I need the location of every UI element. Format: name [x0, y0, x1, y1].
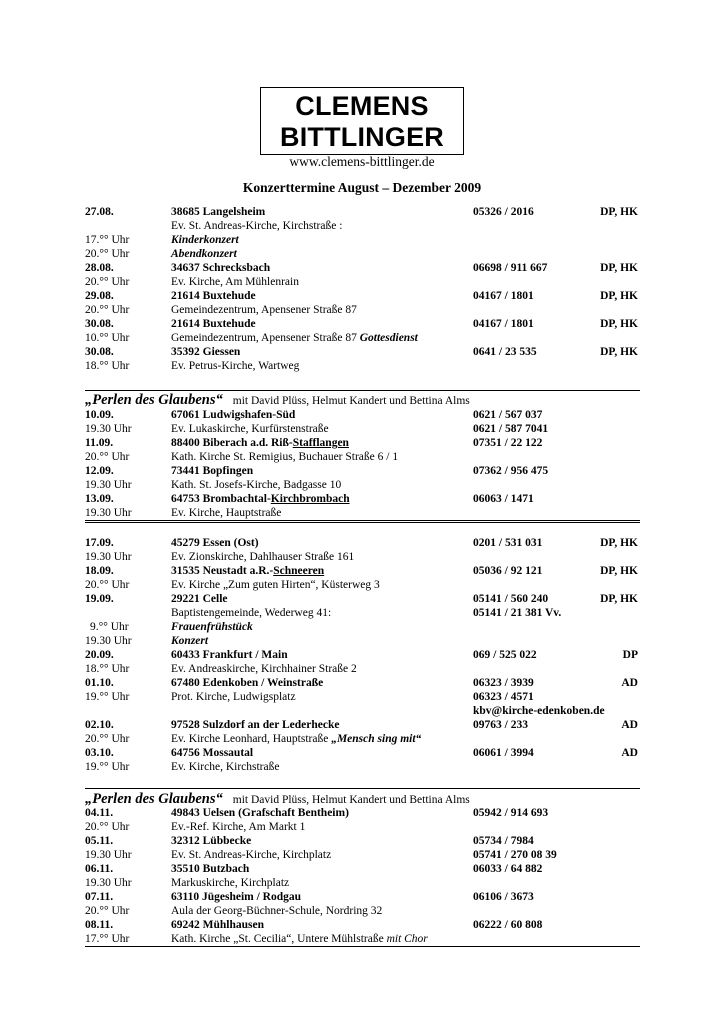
concert-venue — [171, 422, 329, 436]
concert-row — [85, 317, 640, 331]
concert-row — [85, 918, 640, 932]
venue-text: 97528 Sulzdorf an der Lederhecke — [171, 719, 340, 731]
concert-row — [85, 536, 640, 550]
contact-phone: 06063 / 1471 — [473, 493, 534, 505]
venue-text: Aula der Georg-Büchner-Schule, Nordring 32 — [171, 905, 383, 917]
city-prefix: 31535 Neustadt a.R.- — [171, 565, 274, 577]
venue-text: 32312 Lübbecke — [171, 835, 252, 847]
event-note: „Mensch sing mit“ — [331, 733, 422, 745]
contact-phone: 05036 / 92 121 — [473, 565, 543, 577]
concert-city — [171, 676, 323, 690]
venue-row — [85, 359, 640, 373]
venue-text: 69242 Mühlhausen — [171, 919, 264, 931]
logo-line-1: CLEMENS — [295, 91, 429, 121]
contact-phone: 05734 / 7984 — [473, 835, 534, 847]
concert-venue — [171, 550, 354, 564]
venue-text: 21614 Buxtehude — [171, 290, 256, 302]
city-district: Kirchbrombach — [270, 493, 350, 505]
contact-phone: 06033 / 64 882 — [473, 863, 543, 875]
concert-time: 20.°° Uhr — [85, 579, 130, 591]
concert-time: 20.°° Uhr — [85, 248, 130, 260]
event-note: mit Chor — [386, 933, 428, 945]
contact-phone: 09763 / 233 — [473, 719, 528, 731]
venue-text: Ev. Kirche, Hauptstraße — [171, 507, 282, 519]
concert-venue — [171, 876, 289, 890]
venue-row — [85, 506, 640, 521]
contact-phone: 0621 / 567 037 — [473, 409, 543, 421]
concert-time: 10.°° Uhr — [85, 332, 130, 344]
venue-text: 67061 Ludwigshafen-Süd — [171, 409, 296, 421]
contact-phone: 06222 / 60 808 — [473, 919, 543, 931]
venue-row — [85, 219, 640, 233]
concert-city — [171, 408, 295, 422]
venue-row — [85, 578, 640, 592]
artists-code: DP, HK — [600, 346, 638, 358]
venue-row — [85, 876, 640, 890]
venue-text: Abendkonzert — [171, 248, 237, 260]
venue-text: Ev.-Ref. Kirche, Am Markt 1 — [171, 821, 306, 833]
concert-city — [171, 862, 249, 876]
concert-time: 17.°° Uhr — [85, 933, 130, 945]
concert-time: 20.°° Uhr — [85, 821, 130, 833]
concert-time: 9.°° Uhr — [90, 621, 129, 633]
concert-city — [171, 890, 301, 904]
concert-city — [171, 536, 259, 550]
concert-date: 07.11. — [85, 891, 114, 903]
concert-venue — [171, 690, 296, 704]
concert-time: 19.30 Uhr — [85, 849, 132, 861]
concert-date: 20.09. — [85, 649, 114, 661]
concert-venue — [171, 820, 305, 834]
group-title: „Perlen des Glaubens“ — [85, 791, 223, 807]
artists-code: AD — [621, 747, 638, 759]
concert-venue — [171, 506, 281, 520]
contact-phone: 05741 / 270 08 39 — [473, 849, 557, 861]
concert-time: 19.°° Uhr — [85, 761, 130, 773]
concert-list-september-october — [85, 536, 640, 774]
artists-code: DP, HK — [600, 206, 638, 218]
venue-text: Kath. Kirche St. Remigius, Buchauer Straße 6 / 1 — [171, 451, 399, 463]
venue-text: 38685 Langelsheim — [171, 206, 266, 218]
contact-phone: 06323 / 4571 — [473, 691, 534, 703]
venue-text: 64756 Mossautal — [171, 747, 254, 759]
concert-row — [85, 261, 640, 275]
concert-date: 18.09. — [85, 565, 114, 577]
concert-time: 19.30 Uhr — [85, 877, 132, 889]
artists-code: AD — [621, 677, 638, 689]
concert-time: 20.°° Uhr — [85, 451, 130, 463]
concert-row — [85, 746, 640, 760]
city-prefix: 88400 Biberach a.d. Riß- — [171, 437, 293, 449]
venue-text: 45279 Essen (Ost) — [171, 537, 259, 549]
concert-venue — [171, 606, 331, 620]
artists-code: DP, HK — [600, 262, 638, 274]
contact-phone: 05141 / 21 381 Vv. — [473, 607, 562, 619]
concert-date: 27.08. — [85, 206, 114, 218]
venue-text: Kinderkonzert — [171, 234, 239, 246]
venue-text: Ev. Petrus-Kirche, Wartweg — [171, 360, 300, 372]
divider — [85, 788, 640, 789]
concert-time: 19.30 Uhr — [85, 551, 132, 563]
artists-code: DP — [622, 649, 638, 661]
venue-text: Ev. St. Andreas-Kirche, Kirchstraße : — [171, 220, 343, 232]
concert-venue — [171, 904, 382, 918]
concert-date: 03.10. — [85, 747, 114, 759]
city-prefix: 64753 Brombachtal- — [171, 493, 271, 505]
concert-date: 02.10. — [85, 719, 114, 731]
artists-code: DP, HK — [600, 290, 638, 302]
contact-phone: 04167 / 1801 — [473, 318, 534, 330]
venue-text: 49843 Uelsen (Grafschaft Bentheim) — [171, 807, 349, 819]
venue-text: 35510 Butzbach — [171, 863, 250, 875]
venue-text: Ev. Andreaskirche, Kirchhainer Straße 2 — [171, 663, 357, 675]
venue-text: 67480 Edenkoben / Weinstraße — [171, 677, 324, 689]
artists-code: DP, HK — [600, 593, 638, 605]
concert-list-august — [85, 205, 640, 373]
city-district: Stafflangen — [292, 437, 349, 449]
concert-venue — [171, 732, 421, 746]
venue-row — [85, 760, 640, 774]
divider — [85, 522, 640, 523]
concert-date: 11.09. — [85, 437, 114, 449]
concert-list-november — [85, 806, 640, 947]
contact-phone: 06106 / 3673 — [473, 891, 534, 903]
artists-code: DP, HK — [600, 537, 638, 549]
concert-city — [171, 261, 270, 275]
contact-phone: 069 / 525 022 — [473, 649, 537, 661]
logo-line-2: BITTLINGER — [280, 122, 444, 152]
venue-text: 34637 Schrecksbach — [171, 262, 271, 274]
concert-city — [171, 492, 350, 506]
venue-row — [85, 732, 640, 746]
concert-row — [85, 834, 640, 848]
concert-venue — [171, 932, 428, 946]
concert-date: 30.08. — [85, 318, 114, 330]
concert-row — [85, 862, 640, 876]
venue-row — [85, 331, 640, 345]
venue-text: Ev. St. Andreas-Kirche, Kirchplatz — [171, 849, 332, 861]
concert-list-perlen-september — [85, 408, 640, 521]
concert-row — [85, 289, 640, 303]
venue-text: 73441 Bopfingen — [171, 465, 254, 477]
concert-city — [171, 205, 265, 219]
concert-time: 18.°° Uhr — [85, 663, 130, 675]
venue-text: Ev. Kirche, Am Mühlenrain — [171, 276, 299, 288]
page-title: Konzerttermine August – Dezember 2009 — [242, 180, 482, 195]
venue-row — [85, 662, 640, 676]
venue-row — [85, 303, 640, 317]
venue-text: 63110 Jügesheim / Rodgau — [171, 891, 302, 903]
concert-row — [85, 492, 640, 506]
artists-code: DP, HK — [600, 318, 638, 330]
concert-time: 19.30 Uhr — [85, 507, 132, 519]
venue-row — [85, 932, 640, 947]
group-subtitle: mit David Plüss, Helmut Kandert und Bettina Alms — [232, 395, 470, 407]
venue-text: Gemeindezentrum, Apensener Straße 87 — [171, 332, 357, 344]
concert-venue — [171, 219, 342, 233]
concert-time: 20.°° Uhr — [85, 905, 130, 917]
concert-row — [85, 464, 640, 478]
concert-date: 29.08. — [85, 290, 114, 302]
venue-text: Markuskirche, Kirchplatz — [171, 877, 290, 889]
website-url[interactable]: www.clemens-bittlinger.de — [289, 154, 435, 169]
venue-row — [85, 606, 640, 620]
concert-date: 01.10. — [85, 677, 114, 689]
concert-city — [171, 718, 339, 732]
concert-time: 18.°° Uhr — [85, 360, 130, 372]
event-note: Gottesdienst — [359, 332, 418, 344]
venue-text: Kath. Kirche „St. Cecilia“, Untere Mühlstraße — [171, 933, 384, 945]
venue-text: Ev. Zionskirche, Dahlhauser Straße 161 — [171, 551, 355, 563]
contact-phone: 06061 / 3994 — [473, 747, 534, 759]
concert-venue — [171, 478, 341, 492]
venue-text: 35392 Giessen — [171, 346, 241, 358]
concert-row — [85, 676, 640, 690]
venue-row — [85, 848, 640, 862]
city-district: Schneeren — [273, 565, 325, 577]
concert-row — [85, 592, 640, 606]
contact-phone: 05942 / 914 693 — [473, 807, 549, 819]
concert-date: 08.11. — [85, 919, 114, 931]
concert-venue — [171, 634, 208, 648]
concert-row — [85, 205, 640, 219]
concert-city — [171, 289, 256, 303]
venue-row — [85, 550, 640, 564]
concert-date: 17.09. — [85, 537, 114, 549]
concert-time: 20.°° Uhr — [85, 733, 130, 745]
venue-text: Konzert — [171, 635, 209, 647]
concert-city — [171, 564, 324, 578]
concert-date: 30.08. — [85, 346, 114, 358]
venue-row — [85, 820, 640, 834]
concert-city — [171, 436, 349, 450]
contact-phone: 0621 / 587 7041 — [473, 423, 549, 435]
concert-city — [171, 317, 256, 331]
concert-date: 13.09. — [85, 493, 114, 505]
concert-venue — [171, 359, 299, 373]
artists-code: DP, HK — [600, 565, 638, 577]
concert-time: 19.°° Uhr — [85, 691, 130, 703]
concert-time: 19.30 Uhr — [85, 423, 132, 435]
concert-venue — [171, 233, 239, 247]
concert-venue — [171, 578, 380, 592]
concert-city — [171, 464, 253, 478]
concert-city — [171, 918, 264, 932]
venue-text: Ev. Lukaskirche, Kurfürstenstraße — [171, 423, 329, 435]
venue-text: Ev. Kirche „Zum guten Hirten“, Küsterweg 3 — [171, 579, 380, 591]
group-subtitle: mit David Plüss, Helmut Kandert und Bettina Alms — [232, 794, 470, 806]
concert-venue — [171, 620, 253, 634]
concert-row — [85, 806, 640, 820]
concert-row — [85, 648, 640, 662]
venue-row — [85, 690, 640, 704]
concert-date: 05.11. — [85, 835, 114, 847]
concert-date: 12.09. — [85, 465, 114, 477]
concert-venue — [171, 848, 331, 862]
concert-venue — [171, 275, 299, 289]
concert-venue — [171, 662, 357, 676]
contact-phone: 0641 / 23 535 — [473, 346, 537, 358]
concert-row — [85, 408, 640, 422]
concert-venue — [171, 760, 279, 774]
concert-date: 19.09. — [85, 593, 114, 605]
contact-phone: 0201 / 531 031 — [473, 537, 543, 549]
concert-venue — [171, 331, 418, 345]
venue-text: Prot. Kirche, Ludwigsplatz — [171, 691, 296, 703]
venue-text: Ev. Kirche, Kirchstraße — [171, 761, 280, 773]
venue-text: 60433 Frankfurt / Main — [171, 649, 288, 661]
concert-city — [171, 806, 349, 820]
venue-row — [85, 247, 640, 261]
venue-row — [85, 233, 640, 247]
venue-row — [85, 450, 640, 464]
concert-time: 19.30 Uhr — [85, 635, 132, 647]
venue-row — [85, 904, 640, 918]
contact-phone: 06323 / 3939 — [473, 677, 534, 689]
concert-city — [171, 648, 288, 662]
contact-phone: 07351 / 22 122 — [473, 437, 543, 449]
venue-row — [85, 704, 640, 718]
venue-row — [85, 620, 640, 634]
concert-time: 19.30 Uhr — [85, 479, 132, 491]
contact-phone: 07362 / 956 475 — [473, 465, 549, 477]
venue-text: 21614 Buxtehude — [171, 318, 256, 330]
venue-row — [85, 275, 640, 289]
venue-text: Gemeindezentrum, Apensener Straße 87 — [171, 304, 357, 316]
venue-row — [85, 422, 640, 436]
venue-text: 29221 Celle — [171, 593, 228, 605]
concert-date: 28.08. — [85, 262, 114, 274]
concert-row — [85, 345, 640, 359]
concert-date: 10.09. — [85, 409, 114, 421]
concert-venue — [171, 303, 357, 317]
concert-time: 20.°° Uhr — [85, 304, 130, 316]
contact-phone: 05141 / 560 240 — [473, 593, 549, 605]
concert-venue — [171, 247, 237, 261]
concert-city — [171, 834, 251, 848]
artists-code: AD — [621, 719, 638, 731]
venue-row — [85, 478, 640, 492]
venue-text: Ev. Kirche Leonhard, Hauptstraße — [171, 733, 329, 745]
concert-row — [85, 436, 640, 450]
concert-city — [171, 746, 253, 760]
concert-time: 17.°° Uhr — [85, 234, 130, 246]
venue-row — [85, 634, 640, 648]
contact-phone: 06698 / 911 667 — [473, 262, 548, 274]
concert-row — [85, 890, 640, 904]
logo — [260, 87, 464, 155]
group-title: „Perlen des Glaubens“ — [85, 392, 223, 408]
contact-email[interactable]: kbv@kirche-edenkoben.de — [473, 705, 605, 717]
contact-phone: 05326 / 2016 — [473, 206, 534, 218]
concert-time: 20.°° Uhr — [85, 276, 130, 288]
concert-date: 04.11. — [85, 807, 114, 819]
concert-row — [85, 718, 640, 732]
concert-venue — [171, 450, 398, 464]
contact-phone: 04167 / 1801 — [473, 290, 534, 302]
concert-date: 06.11. — [85, 863, 114, 875]
concert-row — [85, 564, 640, 578]
venue-text: Baptistengemeinde, Wederweg 41: — [171, 607, 332, 619]
venue-text: Kath. St. Josefs-Kirche, Badgasse 10 — [171, 479, 342, 491]
concert-city — [171, 345, 240, 359]
venue-text: Frauenfrühstück — [171, 621, 253, 633]
concert-city — [171, 592, 228, 606]
